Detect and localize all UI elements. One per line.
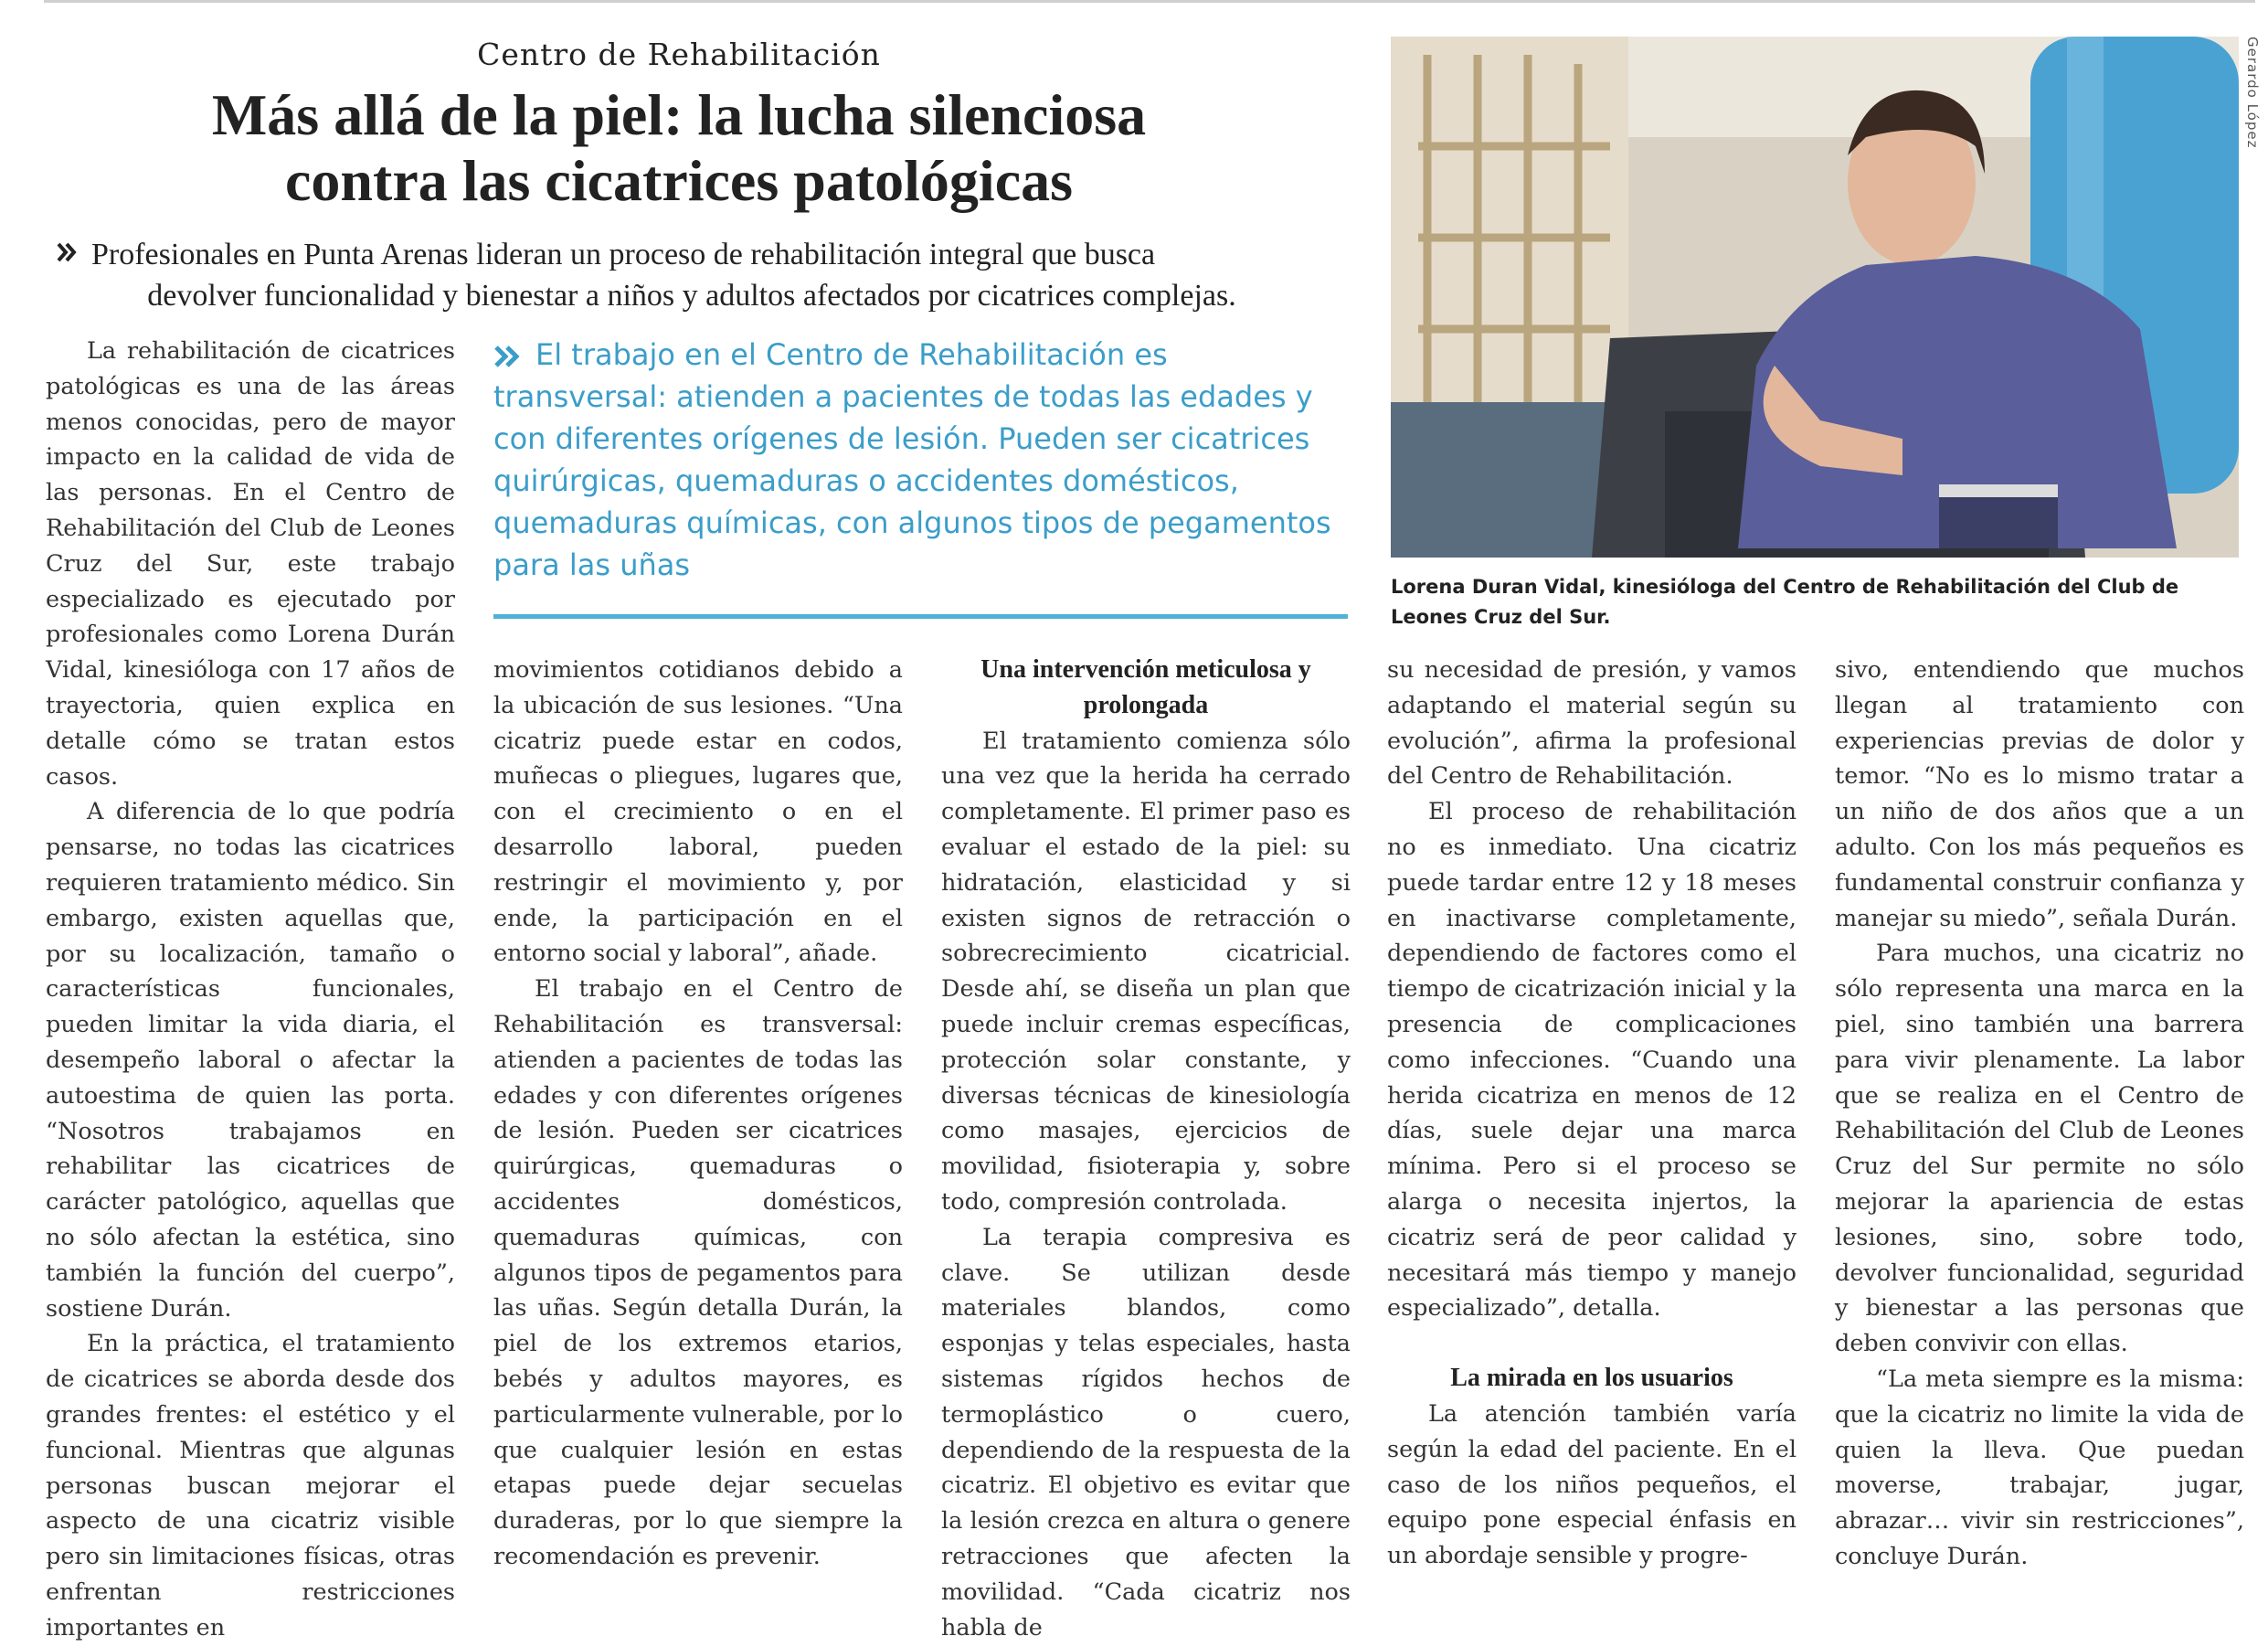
deck-line-1: Profesionales en Punta Arenas lideran un proceso de rehabilitación integral que busca bbox=[91, 238, 1156, 271]
double-chevron-icon bbox=[493, 345, 521, 368]
paragraph: Para muchos, una cicatriz no sólo representa una marca en la piel, sino también una barrera para vivir plenamente. La labor que se realiza en el Centro de Rehabilitación del Club de Leones Cruz del Sur permite no sólo mejorar la apariencia de estas lesiones, sino, sobre todo, devolver funcionalidad, seguridad y bienestar a las personas que deben convivir con ellas. bbox=[1835, 940, 2244, 1358]
article-photo bbox=[1391, 37, 2239, 558]
pull-quote-text: El trabajo en el Centro de Rehabilitación es transversal: atienden a pacientes de todas las edades y con diferentes orígenes de lesión. Pueden ser cicatrices quirúrgicas, quemaduras o accidentes domésticos, quemaduras químicas, con algunos tipos de pegamentos para las uñas bbox=[493, 337, 1331, 582]
photo-kinesiologist-icon bbox=[1391, 37, 2239, 558]
article-column-4 bbox=[1387, 653, 1796, 1574]
paragraph: La terapia compresiva es clave. Se utilizan desde materiales blandos, como esponjas y telas especiales, hasta sistemas rígidos hechos de termoplástico o cuero, dependiendo de la respuesta de la cicatriz. El objetivo es evitar que la lesión crezca en altura o genere retracciones que afecten la movilidad. “Cada cicatriz nos habla de bbox=[941, 1223, 1351, 1642]
subhead-usuarios: La mirada en los usuarios bbox=[1450, 1364, 1733, 1393]
paragraph: El trabajo en el Centro de Rehabilitación es transversal: atienden a pacientes de todas las edades y con diferentes orígenes de lesión. Pueden ser cicatrices quirúrgicas, quemaduras o accidentes domésticos, quemaduras químicas, con algunos tipos de pegamentos para las uñas. Según detalla Durán, la piel de los extremos etarios, bebés y adultos mayores, es particularmente vulnerable, por lo que cualquier lesión en estas etapas puede dejar secuelas duraderas, por lo que siempre la recomendación es prevenir. bbox=[493, 975, 903, 1570]
photo-credit: Gerardo López bbox=[2244, 37, 2261, 149]
deck bbox=[57, 234, 1354, 316]
paragraph: movimientos cotidianos debido a la ubicación de sus lesiones. “Una cicatriz puede estar en codos, muñecas o pliegues, lugares que, con el crecimiento o en el desarrollo laboral, pueden restringir el movimiento y, por ende, la participación en el entorno social y laboral”, añade. bbox=[493, 656, 903, 968]
paragraph: sivo, entendiendo que muchos llegan al tratamiento con experiencias previas de dolor y temor. “No es lo mismo tratar a un niño de dos años que a un adulto. Con los más pequeños es fundamental construir confianza y manejar su miedo”, señala Durán. bbox=[1835, 656, 2244, 932]
article-column-3 bbox=[941, 653, 1351, 1645]
paragraph: El tratamiento comienza sólo una vez que la herida ha cerrado completamente. El primer paso es evaluar el estado de la piel: su hidratación, elasticidad y si existen signos de retracción o sobrecrecimiento cicatricial. Desde ahí, se diseña un plan que puede incluir cremas específicas, protección solar constante, y diversas técnicas de kinesiología como masajes, ejercicios de movilidad, fisioterapia y, sobre todo, compresión controlada. bbox=[941, 727, 1351, 1216]
paragraph: su necesidad de presión, y vamos adaptando el material según su evolución”, afirma la profesional del Centro de Rehabilitación. bbox=[1387, 656, 1796, 791]
paragraph: La atención también varía según la edad del paciente. En el caso de los niños pequeños, el equipo pone especial énfasis en un abordaje sensible y progre- bbox=[1387, 1399, 1796, 1570]
article-column-5 bbox=[1835, 653, 2244, 1575]
headline-line-2: contra las cicatrices patológicas bbox=[285, 148, 1073, 213]
top-divider bbox=[44, 0, 2255, 3]
subhead-intervencion: Una intervención meticulosa y prolongada bbox=[980, 655, 1311, 719]
paragraph: En la práctica, el tratamiento de cicatrices se aborda desde dos grandes frentes: el estético y el funcional. Mientras que algunas personas buscan mejorar el aspecto de una cicatriz visible pero sin limitaciones físicas, otras enfrentan restricciones importantes en bbox=[46, 1330, 455, 1642]
paragraph: El proceso de rehabilitación no es inmediato. Una cicatriz puede tardar entre 12 y 18 meses en inactivarse completamente, dependiendo de factores como el tiempo de cicatrización inicial y la presencia de complicaciones como infecciones. “Cuando una herida cicatriza en menos de 12 días, suele dejar una marca mínima. Pero si el proceso se alarga o necesita injertos, la cicatriz será de peor calidad y necesitará más tiempo y manejo especializado”, detalla. bbox=[1387, 798, 1796, 1323]
double-chevron-icon bbox=[57, 241, 77, 263]
headline-line-1: Más allá de la piel: la lucha silenciosa bbox=[211, 82, 1147, 147]
photo-caption: Lorena Duran Vidal, kinesióloga del Centro de Rehabilitación del Club de Leones Cruz del Sur. bbox=[1391, 576, 2179, 628]
article-column-2 bbox=[493, 653, 903, 1575]
paragraph: La rehabilitación de cicatrices patológicas es una de las áreas menos conocidas, pero de mayor impacto en la calidad de vida de las personas. En el Centro de Rehabilitación del Club de Leones Cruz del Sur, este trabajo especializado es ejecutado por profesionales como Lorena Durán Vidal, kinesióloga con 17 años de trayectoria, quien explica en detalle cómo se tratan estos casos. bbox=[46, 337, 455, 791]
article-column-1 bbox=[46, 334, 455, 1645]
pull-quote-rule bbox=[493, 614, 1348, 619]
section-kicker: Centro de Rehabilitación bbox=[477, 37, 881, 72]
pull-quote bbox=[493, 334, 1348, 586]
paragraph: A diferencia de lo que podría pensarse, no todas las cicatrices requieren tratamiento médico. Sin embargo, existen aquellas que, por su localización, tamaño o características funcionales, pueden limitar la vida diaria, el desempeño laboral o afectar la autoestima de quien las porta. “Nosotros trabajamos en rehabilitar las cicatrices de carácter patológico, aquellas que no sólo afectan la estética, sino también la función del cuerpo”, sostiene Durán. bbox=[46, 798, 455, 1323]
headline bbox=[44, 82, 1314, 214]
paragraph: “La meta siempre es la misma: que la cicatriz no limite la vida de quien la lleva. Que puedan moverse, trabajar, jugar, abrazar… vivir sin restricciones”, concluye Durán. bbox=[1835, 1365, 2244, 1570]
deck-line-2: devolver funcionalidad y bienestar a niños y adultos afectados por cicatrices complejas. bbox=[147, 279, 1236, 313]
